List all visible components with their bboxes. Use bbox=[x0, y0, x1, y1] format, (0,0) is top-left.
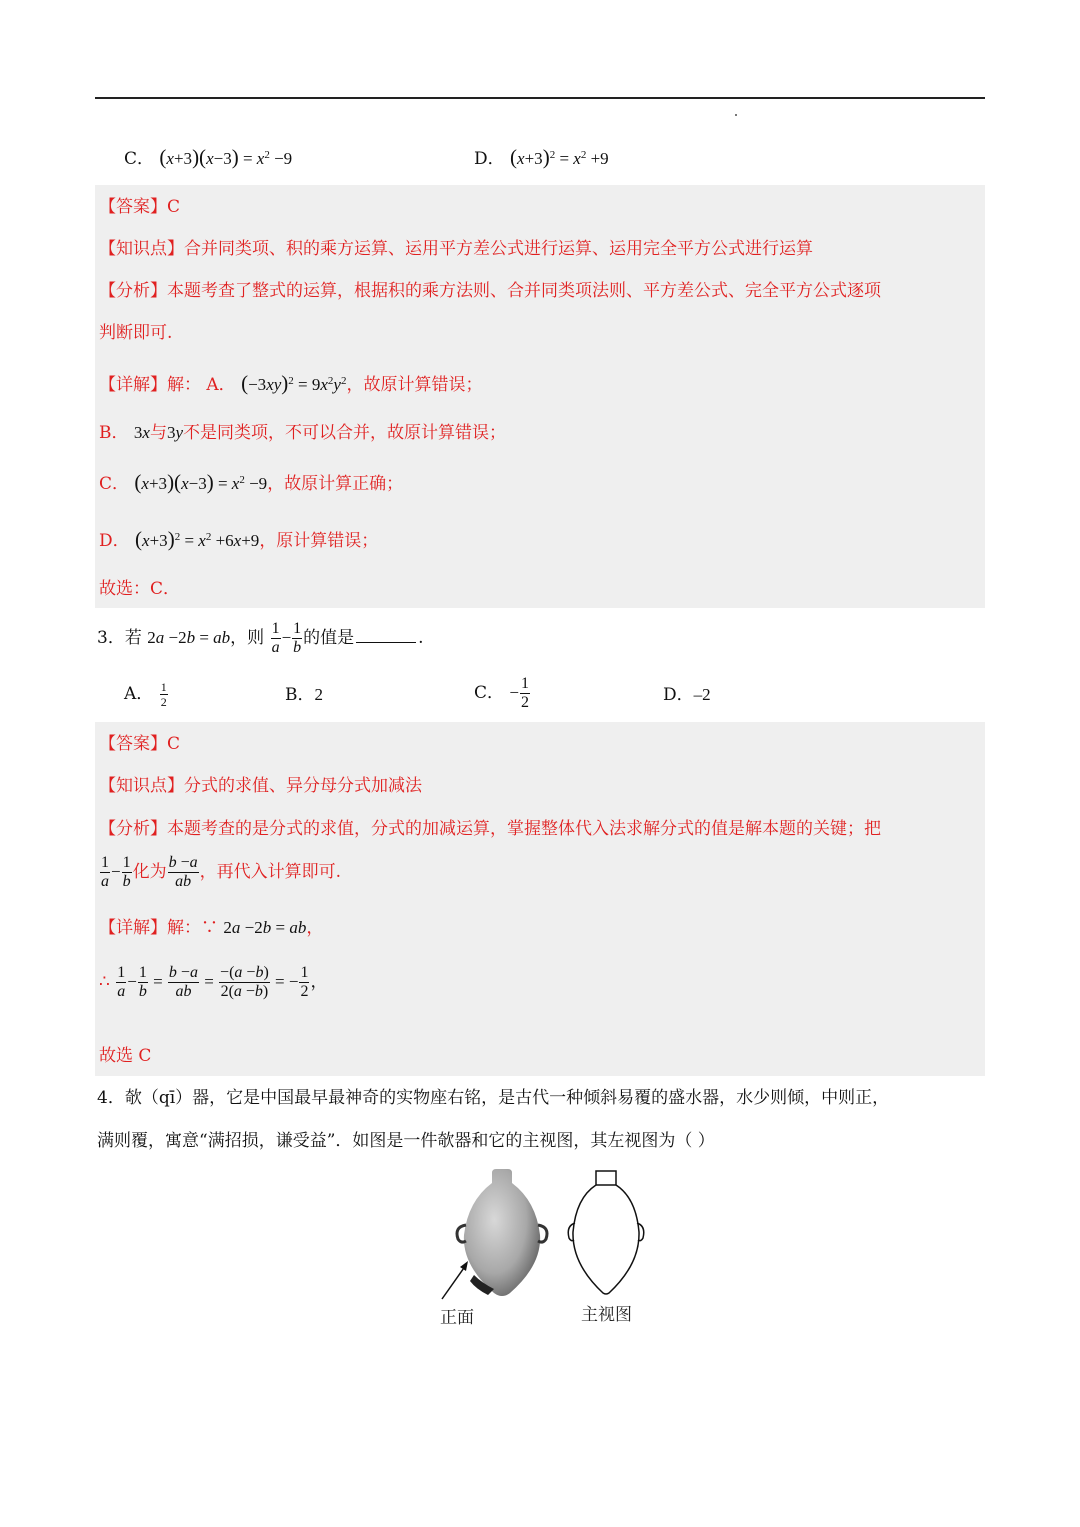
q2-analysis-line2: 判断即可. bbox=[99, 323, 173, 343]
q2-option-c: C． $(x+3)(x-3) = x^2 -9$ bbox=[124, 145, 293, 169]
caption-main-view: 主视图 bbox=[581, 1305, 632, 1325]
q3-conclusion: 故选 C bbox=[99, 1046, 152, 1066]
main-view-drawing bbox=[566, 1168, 646, 1298]
q3-detail-line1: 【详解】解：∵ 2a −2b = ab， bbox=[99, 918, 324, 938]
q2-detail-c: C． $(x+3)(x-3) = x^2 -9$，故原计算正确； bbox=[99, 470, 404, 494]
q4-stem-line1: 4．欹（qī）器，它是中国最早最神奇的实物座右铭，是古代一种倾斜易覆的盛水器，水少则倾，中则正， bbox=[97, 1088, 890, 1108]
q3-analysis-line2: $\frac{1}{a}$ − $\frac{1}{b}$ 化为 $\frac{b -a}{ab}$ ，再代入计算即可. bbox=[101, 854, 342, 890]
caption-front: 正面 bbox=[440, 1308, 474, 1328]
q2-analysis-line1: 【分析】本题考查了整式的运算，根据积的乘方法则、合并同类项法则、平方差公式、完全平方公式逐项 bbox=[99, 281, 881, 301]
q3-analysis-line1: 【分析】本题考查的是分式的求值，分式的加减运算，掌握整体代入法求解分式的值是解本题的关键；把 bbox=[99, 819, 881, 839]
q3-option-c: C． − $\frac{1}{2}$ bbox=[474, 675, 530, 711]
arrow-icon bbox=[436, 1255, 476, 1305]
q2-answer-block bbox=[95, 185, 985, 608]
q3-answer-line: 【答案】C bbox=[99, 734, 181, 754]
q2-detail-a: 【详解】解： A． $(-3xy)^2 = 9x^2y^2$，故原计算错误； bbox=[99, 371, 483, 395]
q3-answer-block bbox=[95, 722, 985, 1076]
header-dot bbox=[735, 114, 737, 116]
q2-detail-b: B． 3x与3y不是同类项，不可以合并，故原计算错误； bbox=[99, 423, 506, 443]
q3-detail-line2: ∴ $\frac{1}{a}$ − $\frac{1}{b}$ = $\frac{b -a}{ab}$ = $\frac{-(a -b)}{2(a -b)}$ = − $\frac{1}{2}$ ， bbox=[99, 964, 328, 1000]
header-rule bbox=[95, 97, 985, 99]
q2-detail-d: D． $(x+3)^2 = x^2 +6x+9$，原计算错误； bbox=[99, 527, 379, 551]
q3-option-b: B．2 bbox=[285, 685, 323, 705]
q2-knowledge-line: 【知识点】合并同类项、积的乘方运算、运用平方差公式进行运算、运用完全平方公式进行运算 bbox=[99, 239, 813, 259]
q2-answer-line: 【答案】C bbox=[99, 197, 181, 217]
q2-conclusion: 故选：C． bbox=[99, 579, 181, 599]
q4-stem-line2: 满则覆，寓意“满招损，谦受益”．如图是一件欹器和它的主视图，其左视图为（ ） bbox=[97, 1131, 715, 1151]
answer-blank bbox=[356, 628, 416, 643]
q2-option-d: D． $(x+3)^2 = x^2 +9$ bbox=[474, 145, 609, 169]
q3-option-a: A． $\frac{1}{2}$ bbox=[124, 680, 167, 709]
q3-stem: 3．若 2a −2b = ab，则 $\frac{1}{a}$ − $\frac{1}{b}$ 的值是 . bbox=[97, 620, 424, 656]
q3-knowledge-line: 【知识点】分式的求值、异分母分式加减法 bbox=[99, 776, 422, 796]
q3-option-d: D．–2 bbox=[663, 685, 711, 705]
